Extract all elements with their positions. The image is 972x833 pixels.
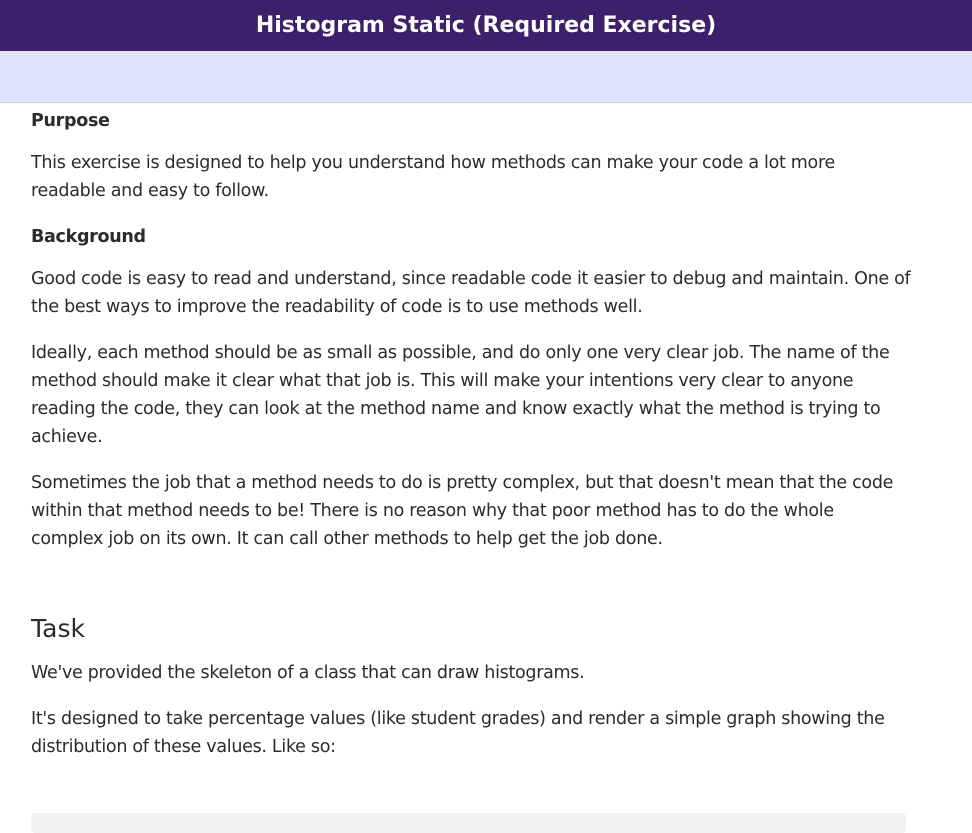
task-heading: Task <box>31 614 85 643</box>
background-paragraph-1: Good code is easy to read and understand, since readable code it easier to debug and maintain. One of the best ways to improve the readability of code is to use methods well. <box>31 269 911 317</box>
task-paragraph-2: It's designed to take percentage values (like student grades) and render a simple graph showing the distribution of these values. Like so: <box>31 709 885 757</box>
page-title-bar <box>0 0 972 51</box>
purpose-heading: Purpose <box>31 111 110 131</box>
background-paragraph-3: Sometimes the job that a method needs to do is pretty complex, but that doesn't mean that the code within that method needs to be! There is no reason why that poor method has to do the whole complex job on its own. It can call other methods to help get the job done. <box>31 473 894 549</box>
sub-header-bar <box>0 51 972 103</box>
exercise-content <box>31 103 911 779</box>
example-code-block <box>31 813 906 833</box>
background-heading: Background <box>31 227 146 247</box>
page-title: Histogram Static (Required Exercise) <box>255 13 717 38</box>
purpose-text: This exercise is designed to help you understand how methods can make your code a lot more readable and easy to follow. <box>31 153 835 201</box>
background-paragraph-2: Ideally, each method should be as small as possible, and do only one very clear job. The name of the method should make it clear what that job is. This will make your intentions very clear to anyone reading the code, they can look at the method name and know exactly what the method is trying to achieve. <box>31 343 890 447</box>
task-paragraph-1: We've provided the skeleton of a class that can draw histograms. <box>31 663 585 683</box>
